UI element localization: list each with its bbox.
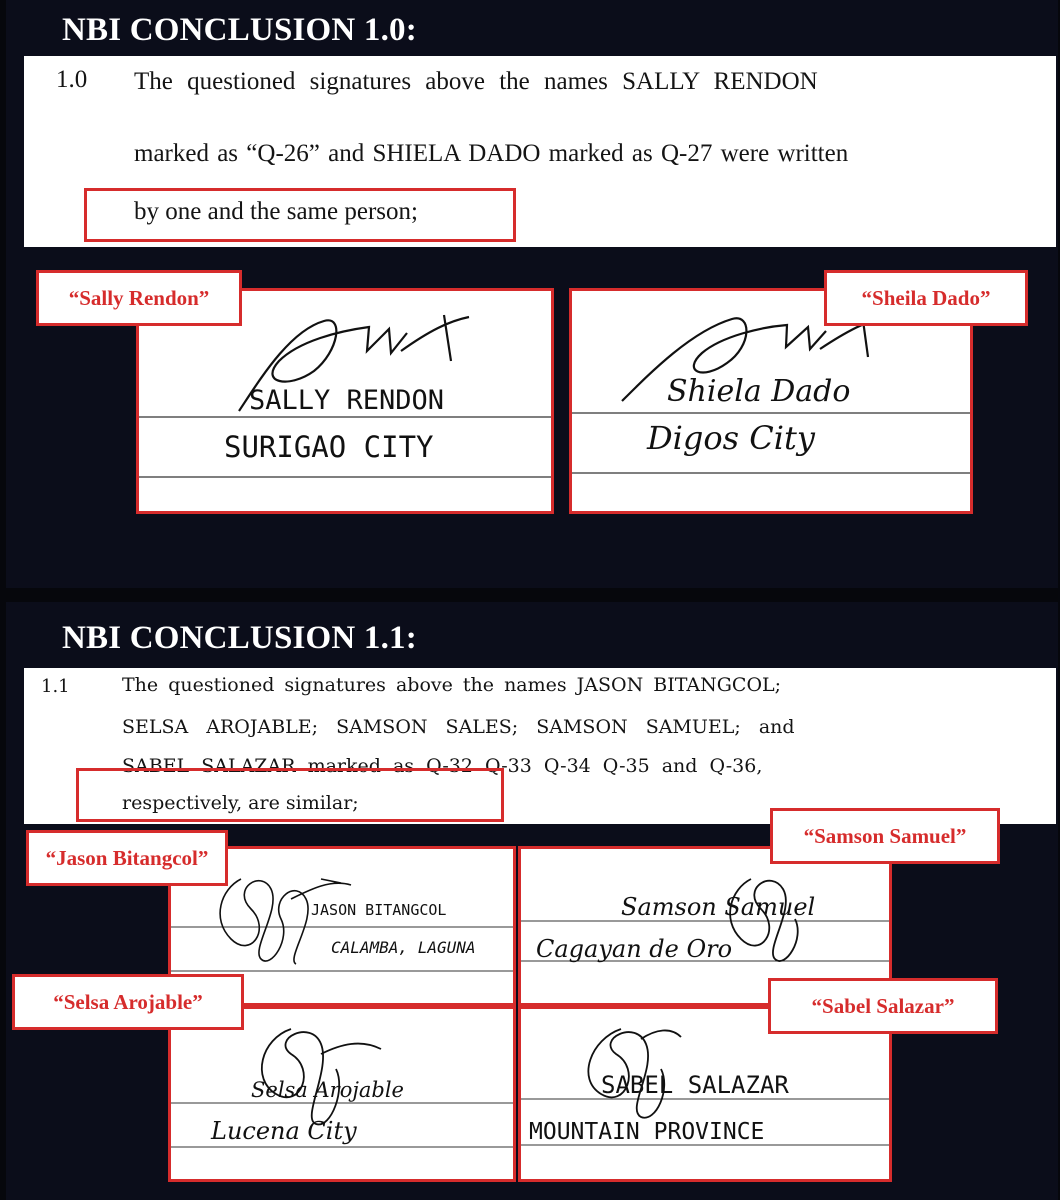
conclusion-1-line-1: The questioned signatures above the names SALLY RENDON — [134, 68, 818, 95]
sheila-dado-name-text: Shiela Dado — [667, 374, 851, 409]
selsa-arojable-place-text: Lucena City — [211, 1117, 357, 1145]
jason-bitangcol-place-text: CALAMBA, LAGUNA — [331, 938, 476, 957]
selsa-arojable-signature-image — [171, 1009, 516, 1182]
conclusion-2-title: NBI CONCLUSION 1.1: — [62, 620, 417, 656]
samson-samuel-place-text: Cagayan de Oro — [536, 935, 733, 963]
label-sally-rendon: “Sally Rendon” — [36, 270, 242, 326]
conclusion-1-panel — [6, 0, 1058, 588]
selsa-arojable-name-text: Selsa Arojable — [251, 1078, 404, 1102]
signature-selsa-arojable — [168, 1006, 516, 1182]
label-sabel-salazar: “Sabel Salazar” — [768, 978, 998, 1034]
conclusion-1-title: NBI CONCLUSION 1.0: — [62, 12, 417, 48]
samson-samuel-name-text: Samson Samuel — [621, 893, 816, 921]
conclusion-2-line-3: SABEL SALAZAR marked as Q-32 Q-33 Q-34 Q-35 and Q-36, — [122, 755, 763, 777]
conclusion-1-number: 1.0 — [56, 66, 88, 93]
jason-bitangcol-name-text: JASON BITANGCOL — [311, 901, 447, 919]
sheila-dado-place-text: Digos City — [647, 419, 815, 457]
conclusion-2-line-1: The questioned signatures above the names JASON BITANGCOL; — [122, 674, 782, 696]
conclusion-2-line-4: respectively, are similar; — [122, 792, 359, 814]
label-sheila-dado: “Sheila Dado” — [824, 270, 1028, 326]
conclusion-2-number: 1.1 — [41, 676, 70, 697]
sally-rendon-place-text: SURIGAO CITY — [224, 430, 434, 464]
conclusion-2-line-2: SELSA AROJABLE; SAMSON SALES; SAMSON SAMUEL; and — [122, 716, 795, 738]
conclusion-1-highlight-box — [84, 188, 516, 242]
conclusion-1-line-2: marked as “Q-26” and SHIELA DADO marked as Q-27 were written — [134, 140, 849, 167]
label-jason-bitangcol: “Jason Bitangcol” — [26, 830, 228, 886]
label-samson-samuel: “Samson Samuel” — [770, 808, 1000, 864]
sabel-salazar-signature-image — [521, 1009, 892, 1182]
label-selsa-arojable: “Selsa Arojable” — [12, 974, 244, 1030]
conclusion-2-panel — [6, 602, 1058, 1200]
conclusion-2-highlight-box — [76, 768, 504, 822]
sabel-salazar-name-text: SABEL SALAZAR — [601, 1071, 789, 1099]
sabel-salazar-place-text: MOUNTAIN PROVINCE — [529, 1119, 765, 1145]
sally-rendon-name-text: SALLY RENDON — [249, 385, 445, 416]
conclusion-1-line-3: by one and the same person; — [134, 198, 418, 225]
